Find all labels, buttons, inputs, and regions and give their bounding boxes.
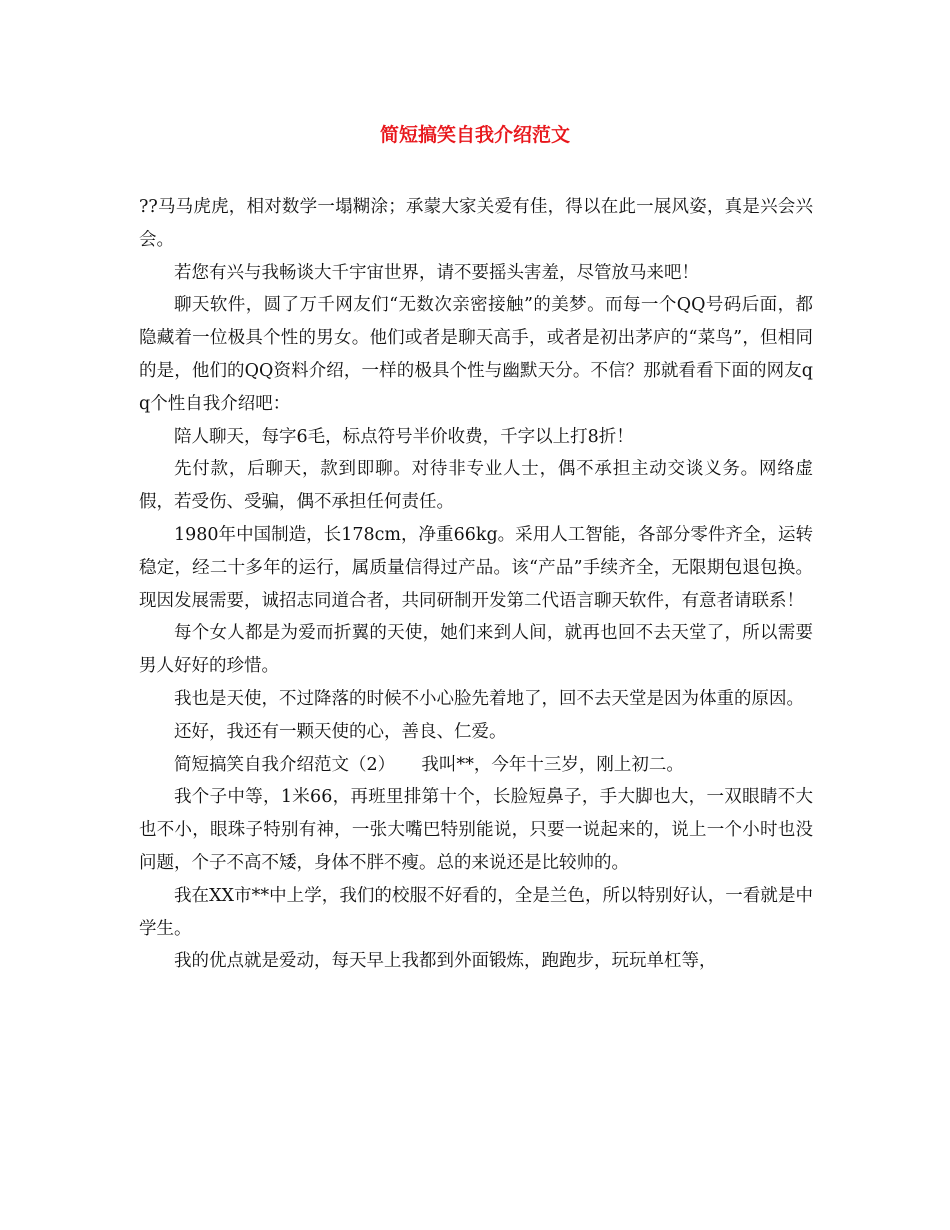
paragraph: ??马马虎虎，相对数学一塌糊涂；承蒙大家关爱有佳，得以在此一展风姿，真是兴会兴会。 bbox=[139, 197, 813, 250]
paragraph: 我个子中等，1米66，再班里排第十个，长脸短鼻子，手大脚也大，一双眼睛不大也不小，眼珠子特别有神，一张大嘴巴特别能说，只要一说起来的，说上一个小时也没问题，个子不高不矮，身体不胖不瘦。总的来说还是比较帅的。 bbox=[139, 787, 813, 873]
paragraph: 聊天软件，圆了万千网友们“无数次亲密接触”的美梦。而每一个QQ号码后面，都隐藏着一位极具个性的男女。他们或者是聊天高手，或者是初出茅庐的“菜鸟”，但相同的是，他们的QQ资料介绍，一样的极具个性与幽默天分。不信？那就看看下面的网友qq个性自我介绍吧： bbox=[139, 295, 813, 414]
paragraph: 我也是天使，不过降落的时候不小心脸先着地了，回不去天堂是因为体重的原因。 bbox=[174, 688, 804, 709]
paragraph: 简短搞笑自我介绍范文（2） 我叫**，今年十三岁，刚上初二。 bbox=[174, 754, 684, 775]
paragraph: 若您有兴与我畅谈大千宇宙世界，请不要摇头害羞，尽管放马来吧！ bbox=[174, 262, 699, 283]
paragraph: 还好，我还有一颗天使的心，善良、仁爱。 bbox=[174, 721, 507, 742]
paragraph: 先付款，后聊天，款到即聊。对待非专业人士，偶不承担主动交谈义务。网络虚假，若受伤、受骗，偶不承担任何责任。 bbox=[139, 459, 813, 513]
paragraph: 1980年中国制造，长178cm，净重66kg。采用人工智能，各部分零件齐全，运转稳定，经二十多年的运行，属质量信得过产品。该“产品”手续齐全，无限期包退包换。现因发展需要，诚招志同道合者，共同研制开发第二代语言聊天软件，有意者请联系！ bbox=[139, 524, 813, 611]
paragraph: 陪人聊天，每字6毛，标点符号半价收费，千字以上打8折！ bbox=[174, 426, 634, 447]
document-body bbox=[139, 191, 813, 978]
paragraph: 每个女人都是为爱而折翼的天使，她们来到人间，就再也回不去天堂了，所以需要男人好好的珍惜。 bbox=[139, 623, 813, 677]
paragraph: 我的优点就是爱动，每天早上我都到外面锻炼，跑跑步，玩玩单杠等， bbox=[174, 951, 717, 972]
paragraph: 我在XX市**中上学，我们的校服不好看的，全是兰色，所以特别好认，一看就是中学生。 bbox=[139, 885, 813, 939]
document-title: 简短搞笑自我介绍范文 bbox=[379, 124, 570, 146]
